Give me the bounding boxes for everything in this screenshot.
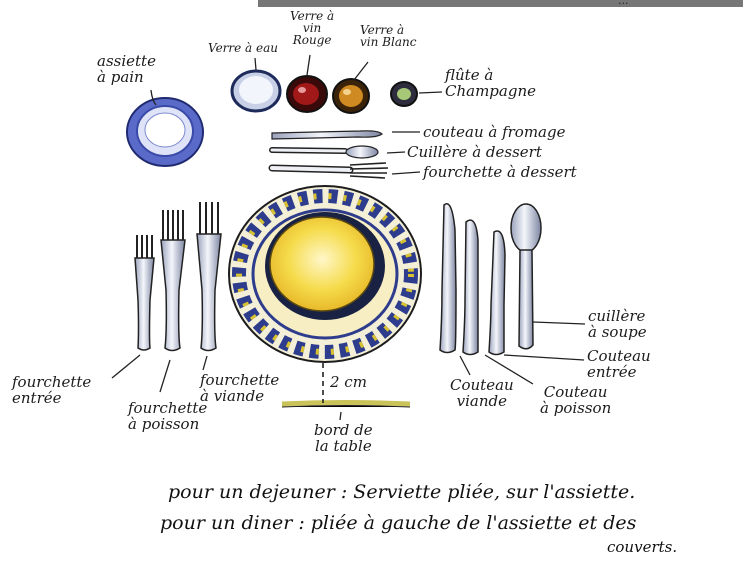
cheese-knife <box>272 131 382 139</box>
label-white-wine-glass: Verre à vin Blanc <box>360 23 417 49</box>
label-champagne-flute: flûte à Champagne <box>445 66 536 100</box>
label-dessert-fork: fourchette à dessert <box>423 163 577 181</box>
label-dessert-spoon: Cuillère à dessert <box>407 143 542 161</box>
red-wine-glass <box>287 76 327 112</box>
label-meat-knife: Couteau viande <box>450 376 514 410</box>
bread-plate <box>127 98 203 166</box>
note-dinner-cont: couverts. <box>607 538 678 556</box>
meat-fork <box>197 202 221 351</box>
entree-knife <box>489 231 505 355</box>
soup-spoon <box>511 204 541 349</box>
note-lunch: pour un dejeuner : Serviette pliée, sur l'assiette. <box>168 481 636 503</box>
note-dinner: pour un diner : pliée à gauche de l'assiette et des <box>160 512 637 534</box>
champagne-flute <box>391 82 417 106</box>
label-table-edge: bord de la table <box>314 421 373 455</box>
label-entree-knife: Couteau entrée <box>587 347 651 381</box>
top-strip-text: ... <box>618 0 629 7</box>
table-edge <box>282 403 410 408</box>
label-water-glass: Verre à eau <box>208 41 279 55</box>
label-red-wine-glass: Verre à vin Rouge <box>290 9 335 47</box>
water-glass <box>232 71 280 111</box>
label-meat-fork: fourchette à viande <box>200 371 280 405</box>
label-fish-fork: fourchette à poisson <box>128 399 208 433</box>
label-soup-spoon: cuillère à soupe <box>588 307 647 341</box>
fish-knife <box>463 220 478 354</box>
meat-knife <box>440 204 456 353</box>
label-bread-plate: assiette à pain <box>97 52 156 86</box>
white-wine-glass <box>333 79 369 113</box>
entree-fork <box>135 235 154 350</box>
dinner-plate <box>229 186 421 362</box>
label-fish-knife: Couteau à poisson <box>540 383 612 417</box>
label-entree-fork: fourchette entrée <box>12 373 92 407</box>
dessert-spoon <box>272 146 378 158</box>
dessert-fork <box>272 163 388 178</box>
label-cheese-knife: couteau à fromage <box>423 123 566 141</box>
label-distance: 2 cm <box>330 373 367 391</box>
fish-fork <box>161 210 185 351</box>
